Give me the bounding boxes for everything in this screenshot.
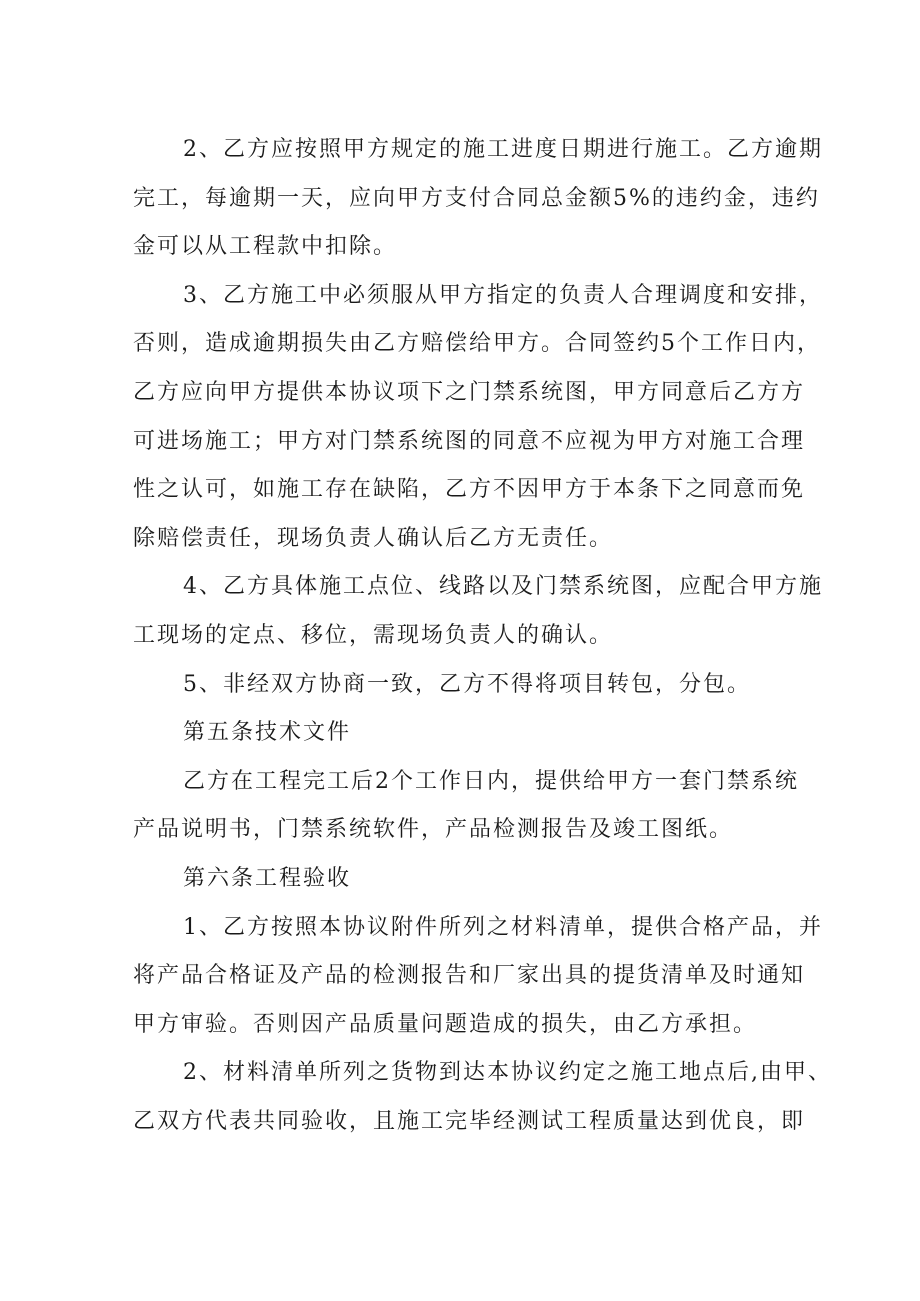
document-text-body xyxy=(133,126,832,1146)
text-line: 1、乙方按照本协议附件所列之材料清单，提供合格产品，并 xyxy=(183,914,823,940)
text-line: 性之认可，如施工存在缺陷，乙方不因甲方于本条下之同意而免 xyxy=(133,477,806,503)
text-line: 金可以从工程款中扣除。 xyxy=(133,234,398,260)
text-line: 5、非经双方协商一致，乙方不得将项目转包，分包。 xyxy=(183,671,751,697)
text-line: 除赔偿责任，现场负责人确认后乙方无责任。 xyxy=(133,525,614,551)
text-line: 完工，每逾期一天，应向甲方支付合同总金额5%的违约金，违约 xyxy=(133,185,820,211)
text-line: 乙方应向甲方提供本协议项下之门禁系统图，甲方同意后乙方方 xyxy=(133,379,806,405)
paragraph-clause-4-item-3 xyxy=(133,272,823,564)
paragraph-clause-6-heading xyxy=(133,855,797,904)
text-line: 产品说明书，门禁系统软件，产品检测报告及竣工图纸。 xyxy=(133,817,734,843)
text-line: 可进场施工；甲方对门禁系统图的同意不应视为甲方对施工合理 xyxy=(133,428,806,454)
paragraph-clause-6-item-1 xyxy=(133,904,823,1050)
text-line: 乙双方代表共同验收，且施工完毕经测试工程质量达到优良，即 xyxy=(133,1108,806,1134)
paragraph-clause-4-item-2 xyxy=(133,126,823,272)
paragraph-clause-4-item-5 xyxy=(133,661,797,710)
text-line: 3、乙方施工中必须服从甲方指定的负责人合理调度和安排， xyxy=(183,282,823,308)
text-line: 第五条技术文件 xyxy=(183,720,352,746)
paragraph-clause-4-item-4 xyxy=(133,563,823,660)
text-line: 甲方审验。否则因产品质量问题造成的损失，由乙方承担。 xyxy=(133,1011,758,1037)
text-line: 第六条工程验收 xyxy=(183,865,352,891)
paragraph-clause-5-heading xyxy=(133,709,797,758)
paragraph-clause-5-body xyxy=(133,758,797,855)
text-line: 2、材料清单所列之货物到达本协议约定之施工地点后,由甲、 xyxy=(183,1060,832,1086)
text-line: 4、乙方具体施工点位、线路以及门禁系统图，应配合甲方施 xyxy=(183,574,823,600)
text-line: 否则，造成逾期损失由乙方赔偿给甲方。合同签约5个工作日内， xyxy=(133,331,821,357)
text-line: 工现场的定点、移位，需现场负责人的确认。 xyxy=(133,622,614,648)
text-line: 将产品合格证及产品的检测报告和厂家出具的提货清单及时通知 xyxy=(133,963,806,989)
text-line: 2、乙方应按照甲方规定的施工进度日期进行施工。乙方逾期 xyxy=(183,137,823,162)
text-line: 乙方在工程完工后2个工作日内，提供给甲方一套门禁系统 xyxy=(183,768,799,794)
paragraph-clause-6-item-2 xyxy=(133,1049,832,1146)
